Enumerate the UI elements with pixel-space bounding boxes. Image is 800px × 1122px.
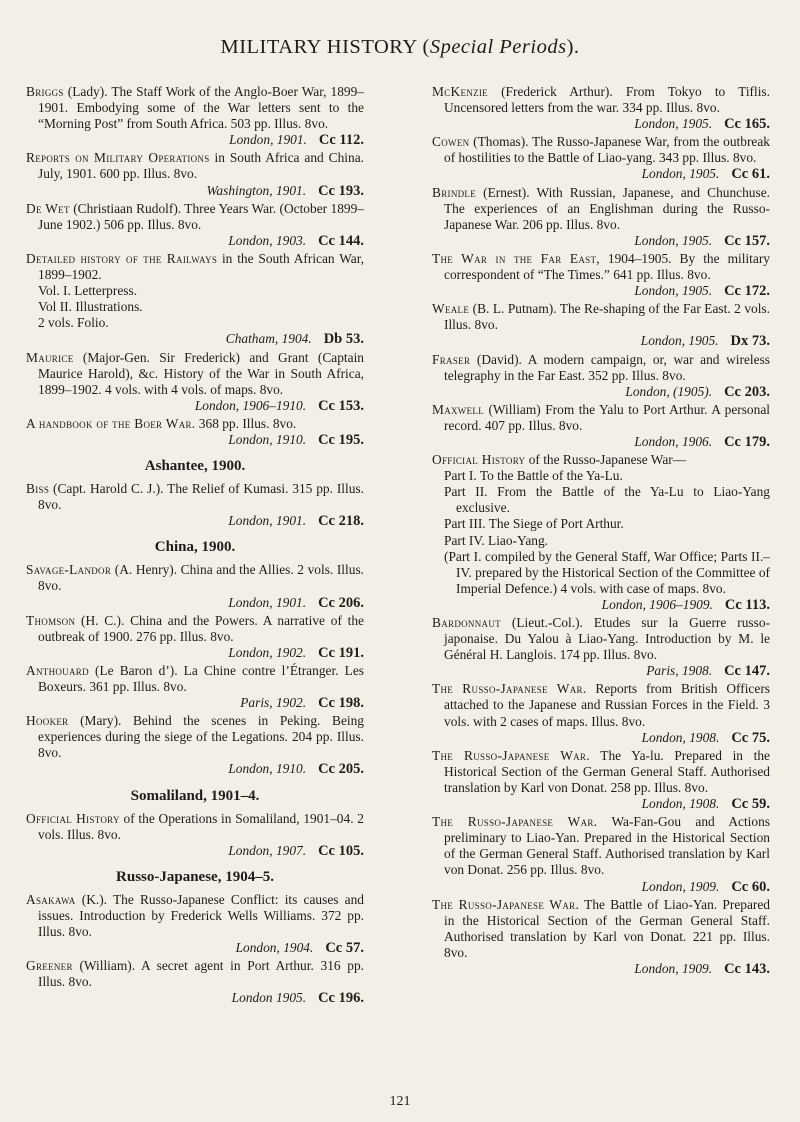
bibliography-entry xyxy=(26,201,364,249)
bibliography-entry xyxy=(26,150,364,198)
entry-author: Biss xyxy=(26,481,50,497)
entry-description: of the Operations in Somaliland, 1901–04. 2 vols. Illus. 8vo. xyxy=(38,810,364,842)
entry-author: The Russo-Japanese War. xyxy=(432,896,580,912)
entry-imprint xyxy=(444,796,770,812)
right-column xyxy=(432,84,770,979)
entry-place-year: London, 1901. xyxy=(228,594,307,610)
entry-place-year: London, (1905). xyxy=(625,383,713,399)
entry-subline: Part II. From the Battle of the Ya-Lu to Liao-Yang exclusive. xyxy=(444,484,770,516)
entry-place-year: London, 1907. xyxy=(228,842,307,858)
entry-shelfmark: Cc 113. xyxy=(724,596,770,613)
entry-imprint xyxy=(38,132,364,148)
entry-place-year: Paris, 1908. xyxy=(646,663,713,679)
bibliography-entry xyxy=(432,681,770,745)
entry-place-year: London, 1908. xyxy=(641,729,720,745)
entry-shelfmark: Cc 60. xyxy=(731,878,770,895)
entry-description: (Christiaan Rudolf). Three Years War. (October 1899–June 1902.) 506 pp. Illus. 8vo. xyxy=(38,200,364,232)
entry-subline: 2 vols. Folio. xyxy=(38,315,109,331)
bibliography-entry xyxy=(432,185,770,249)
bibliography-entry xyxy=(26,84,364,148)
entry-place-year: London, 1909. xyxy=(641,878,720,894)
entry-shelfmark: Cc 172. xyxy=(724,283,770,300)
entry-imprint xyxy=(38,331,364,347)
entry-author: Hooker xyxy=(26,713,69,729)
entry-author: De Wet xyxy=(26,200,70,216)
entry-place-year: London, 1910. xyxy=(228,431,307,447)
entry-imprint xyxy=(444,166,770,182)
entry-imprint xyxy=(444,384,770,400)
entry-author: Maurice xyxy=(26,349,74,365)
entry-description: (William). A secret agent in Port Arthur. 316 pp. Illus. 8vo. xyxy=(38,958,364,990)
page-title xyxy=(0,36,800,59)
entry-subline: Vol. I. Letterpress. xyxy=(38,283,138,299)
entry-place-year: London, 1902. xyxy=(228,644,307,660)
bibliography-entry xyxy=(432,452,770,613)
entry-shelfmark: Cc 153. xyxy=(318,397,364,414)
entry-place-year: London, 1905. xyxy=(641,166,720,182)
entry-shelfmark: Cc 196. xyxy=(318,990,364,1007)
entry-imprint xyxy=(444,333,770,349)
entry-imprint xyxy=(38,432,364,448)
entry-place-year: London, 1906–1909. xyxy=(601,596,713,612)
entry-description: in South Africa and China. July, 1901. 600 pp. Illus. 8vo. xyxy=(38,150,364,182)
bibliography-entry xyxy=(26,350,364,414)
page-title-italic: Special Periods xyxy=(429,36,567,58)
entry-imprint xyxy=(38,398,364,414)
entry-shelfmark: Cc 59. xyxy=(731,796,770,813)
bibliography-entry xyxy=(26,892,364,956)
page-number: 121 xyxy=(389,1094,411,1109)
entry-shelfmark: Cc 75. xyxy=(731,729,770,746)
entry-place-year: London, 1904. xyxy=(235,940,314,956)
entry-author: The Russo-Japanese War. xyxy=(432,681,587,697)
entry-description: (Lieut.-Col.). Etudes sur la Guerre russo-japonaise. Du Yalou à Liao-Yang. Introduction by M. le Général H. Langlois. 174 pp. Illus. 8vo. xyxy=(444,615,770,663)
entry-description: Wa-Fan-Gou and Actions preliminary to Liao-Yan. Prepared in the Historical Section of the German General Staff. Authorised translation by Karl von Donat. 256 pp. Illus. 8vo. xyxy=(444,814,770,878)
entry-author: Official History xyxy=(432,452,526,468)
bibliography-entry xyxy=(432,402,770,450)
entry-description: (Le Baron d’). La Chine contre l’Étranger. Les Boxeurs. 361 pp. Illus. 8vo. xyxy=(38,662,364,694)
section-heading: China, 1900. xyxy=(154,539,236,556)
entry-shelfmark: Cc 218. xyxy=(318,513,364,530)
entry-shelfmark: Cc 105. xyxy=(318,842,364,859)
entry-shelfmark: Cc 206. xyxy=(318,594,364,611)
entry-imprint xyxy=(444,283,770,299)
entry-imprint xyxy=(38,843,364,859)
entry-imprint xyxy=(38,940,364,956)
entry-author: A handbook of the Boer War. xyxy=(26,415,196,431)
entry-imprint xyxy=(444,597,770,613)
entry-imprint xyxy=(38,595,364,611)
entry-description: 368 pp. Illus. 8vo. xyxy=(195,415,297,431)
entry-author: Brindle xyxy=(432,184,477,200)
entry-description: (B. L. Putnam). The Re-shaping of the Far East. 2 vols. Illus. 8vo. xyxy=(444,301,770,333)
entry-shelfmark: Cc 57. xyxy=(325,940,364,957)
entry-description: (K.). The Russo-Japanese Conflict: its causes and issues. Introduction by Frederick Wells Williams. 372 pp. Illus. 8vo. xyxy=(38,891,364,940)
entry-description: (William) From the Yalu to Port Arthur. A personal record. 407 pp. Illus. 8vo. xyxy=(444,401,770,433)
entry-description: The Battle of Liao-Yan. Prepared in the Historical Section of the German General Staff. Authorised translation by Karl von Donat. 221 pp. Illus. 8vo. xyxy=(444,896,770,960)
entry-imprint xyxy=(444,434,770,450)
entry-shelfmark: Cc 203. xyxy=(724,383,770,400)
entry-author: The War in the Far East, xyxy=(432,250,600,266)
entry-author: Thomson xyxy=(26,612,76,628)
entry-shelfmark: Cc 191. xyxy=(318,644,364,661)
bibliography-entry xyxy=(432,84,770,132)
bibliography-entry xyxy=(26,613,364,661)
entry-shelfmark: Dx 73. xyxy=(730,333,770,350)
left-column xyxy=(26,84,364,1009)
bibliography-entry xyxy=(26,251,364,348)
entry-imprint xyxy=(38,761,364,777)
entry-description: (A. Henry). China and the Allies. 2 vols. Illus. 8vo. xyxy=(38,562,364,594)
entry-imprint xyxy=(444,663,770,679)
entry-subline: Part I. To the Battle of the Ya-Lu. xyxy=(444,468,623,484)
entry-shelfmark: Cc 198. xyxy=(318,695,364,712)
entry-shelfmark: Db 53. xyxy=(323,331,364,348)
entry-shelfmark: Cc 61. xyxy=(731,166,770,183)
bibliography-entry xyxy=(432,748,770,812)
entry-author: Detailed history of the Railways xyxy=(26,250,218,266)
entry-place-year: London, 1905. xyxy=(634,283,713,299)
entry-place-year: London, 1901. xyxy=(228,513,307,529)
section-heading: Ashantee, 1900. xyxy=(144,458,246,475)
entry-author: Fraser xyxy=(432,351,471,367)
section-heading: Somaliland, 1901–4. xyxy=(130,787,260,804)
entry-description: (David). A modern campaign, or, war and wireless telegraphy in the Far East. 352 pp. Illus. 8vo. xyxy=(444,351,770,383)
entry-imprint xyxy=(38,645,364,661)
entry-place-year: London, 1908. xyxy=(641,796,720,812)
entry-place-year: London, 1905. xyxy=(634,116,713,132)
bibliography-entry xyxy=(26,713,364,777)
entry-imprint xyxy=(444,116,770,132)
entry-description: (Major-Gen. Sir Frederick) and Grant (Captain Maurice Harold), &c. History of the War in South Africa, 1899–1902. 4 vols. with 4 vols. of maps. 8vo. xyxy=(38,349,364,397)
entry-subline: (Part I. compiled by the General Staff, War Office; Parts II.–IV. prepared by the Historical Section of the Committee of Imperial Defence.) 4 vols. with case of maps. 8vo. xyxy=(444,548,770,596)
entry-author: Savage-Landor xyxy=(26,562,112,578)
entry-description: Reports from British Officers attached to the Japanese and Russian Forces in the Field. 3 vols. with 2 cases of maps. Illus. 8vo. xyxy=(444,681,770,729)
entry-author: McKenzie xyxy=(432,84,488,99)
entry-shelfmark: Cc 165. xyxy=(724,116,770,133)
entry-author: Weale xyxy=(432,301,470,317)
entry-imprint xyxy=(38,233,364,249)
entry-author: The Russo-Japanese War. xyxy=(432,747,590,763)
entry-shelfmark: Cc 205. xyxy=(318,761,364,778)
entry-shelfmark: Cc 144. xyxy=(318,232,364,249)
entry-place-year: London 1905. xyxy=(231,990,307,1006)
bibliography-entry xyxy=(26,811,364,859)
entry-description: (Capt. Harold C. J.). The Relief of Kumasi. 315 pp. Illus. 8vo. xyxy=(38,481,364,513)
page-title-end: ). xyxy=(566,36,580,58)
bibliography-entry xyxy=(26,562,364,610)
entry-imprint xyxy=(38,183,364,199)
entry-place-year: Chatham, 1904. xyxy=(225,331,312,347)
bibliography-entry xyxy=(432,615,770,679)
entry-description: The Ya-lu. Prepared in the Historical Section of the German General Staff. Authorised translation by Karl von Donat. 258 pp. Illus. 8vo. xyxy=(444,747,770,795)
bibliography-entry xyxy=(26,416,364,448)
entry-shelfmark: Cc 195. xyxy=(318,431,364,448)
entry-author: Briggs xyxy=(26,84,64,99)
entry-place-year: London, 1905. xyxy=(634,232,713,248)
entry-shelfmark: Cc 179. xyxy=(724,433,770,450)
entry-subline: Part IV. Liao-Yang. xyxy=(444,532,549,548)
entry-shelfmark: Cc 112. xyxy=(318,132,364,149)
bibliography-entry xyxy=(432,134,770,182)
page-title-main: MILITARY HISTORY ( xyxy=(220,36,430,58)
entry-imprint xyxy=(38,513,364,529)
entry-shelfmark: Cc 147. xyxy=(724,663,770,680)
entry-subline: Part III. The Siege of Port Arthur. xyxy=(444,516,624,532)
entry-author: The Russo-Japanese War. xyxy=(432,814,598,830)
bibliography-entry xyxy=(432,814,770,894)
bibliography-entry xyxy=(432,897,770,977)
entry-description: (H. C.). China and the Powers. A narrative of the outbreak of 1900. 276 pp. Illus. 8vo. xyxy=(38,612,364,644)
entry-description: (Lady). The Staff Work of the Anglo-Boer War, 1899–1901. Embodying some of the War letters sent to the “Morning Post” from South Africa. 503 pp. Illus. 8vo. xyxy=(38,84,364,132)
entry-description: in the South African War, 1899–1902. xyxy=(38,250,364,283)
entry-place-year: London, 1905. xyxy=(640,333,719,349)
entry-imprint xyxy=(38,695,364,711)
entry-author: Asakawa xyxy=(26,891,76,907)
entry-author: Official History xyxy=(26,810,120,826)
entry-description: (Thomas). The Russo-Japanese War, from the outbreak of hostilities to the Battle of Liao-yang. 343 pp. Illus. 8vo. xyxy=(444,134,770,166)
entry-imprint xyxy=(444,730,770,746)
bibliography-entry xyxy=(432,301,770,349)
entry-shelfmark: Cc 193. xyxy=(318,182,364,199)
entry-author: Cowen xyxy=(432,134,470,150)
entry-description: (Frederick Arthur). From Tokyo to Tiflis. Uncensored letters from the war. 334 pp. Illus. 8vo. xyxy=(444,84,770,116)
entry-place-year: London, 1909. xyxy=(634,960,713,976)
entry-author: Anthouard xyxy=(26,662,89,678)
entry-description: 1904–1905. By the military correspondent of “The Times.” 641 pp. Illus. 8vo. xyxy=(444,250,770,283)
entry-imprint xyxy=(444,961,770,977)
bibliography-entry xyxy=(432,352,770,400)
entry-author: Greener xyxy=(26,958,73,974)
entry-description: (Mary). Behind the scenes in Peking. Being experiences during the siege of the Legations. 204 pp. Illus. 8vo. xyxy=(38,713,364,761)
bibliography-entry xyxy=(26,958,364,1006)
entry-place-year: Paris, 1902. xyxy=(240,695,307,711)
entry-place-year: London, 1906–1910. xyxy=(194,397,307,413)
bibliography-entry xyxy=(26,663,364,711)
entry-imprint xyxy=(444,879,770,895)
section-heading: Russo-Japanese, 1904–5. xyxy=(116,868,274,885)
entry-imprint xyxy=(444,233,770,249)
entry-imprint xyxy=(38,990,364,1006)
bibliography-entry xyxy=(432,251,770,299)
entry-place-year: London, 1903. xyxy=(228,232,307,248)
entry-place-year: Washington, 1901. xyxy=(206,182,307,198)
entry-place-year: London, 1901. xyxy=(229,132,307,148)
entry-place-year: London, 1910. xyxy=(228,761,307,777)
entry-place-year: London, 1906. xyxy=(634,433,713,449)
entry-shelfmark: Cc 157. xyxy=(724,232,770,249)
entry-description: of the Russo-Japanese War— xyxy=(525,452,687,468)
bibliography-entry xyxy=(26,481,364,529)
entry-author: Bardonnaut xyxy=(432,615,501,630)
entry-shelfmark: Cc 143. xyxy=(724,960,770,977)
entry-subline: Vol II. Illustrations. xyxy=(38,299,143,315)
entry-author: Reports on Military Operations xyxy=(26,150,210,166)
entry-author: Maxwell xyxy=(432,401,484,417)
entry-description: (Ernest). With Russian, Japanese, and Chunchuse. The experiences of an Englishman during the Russo-Japanese War. 206 pp. Illus. 8vo. xyxy=(444,184,770,232)
